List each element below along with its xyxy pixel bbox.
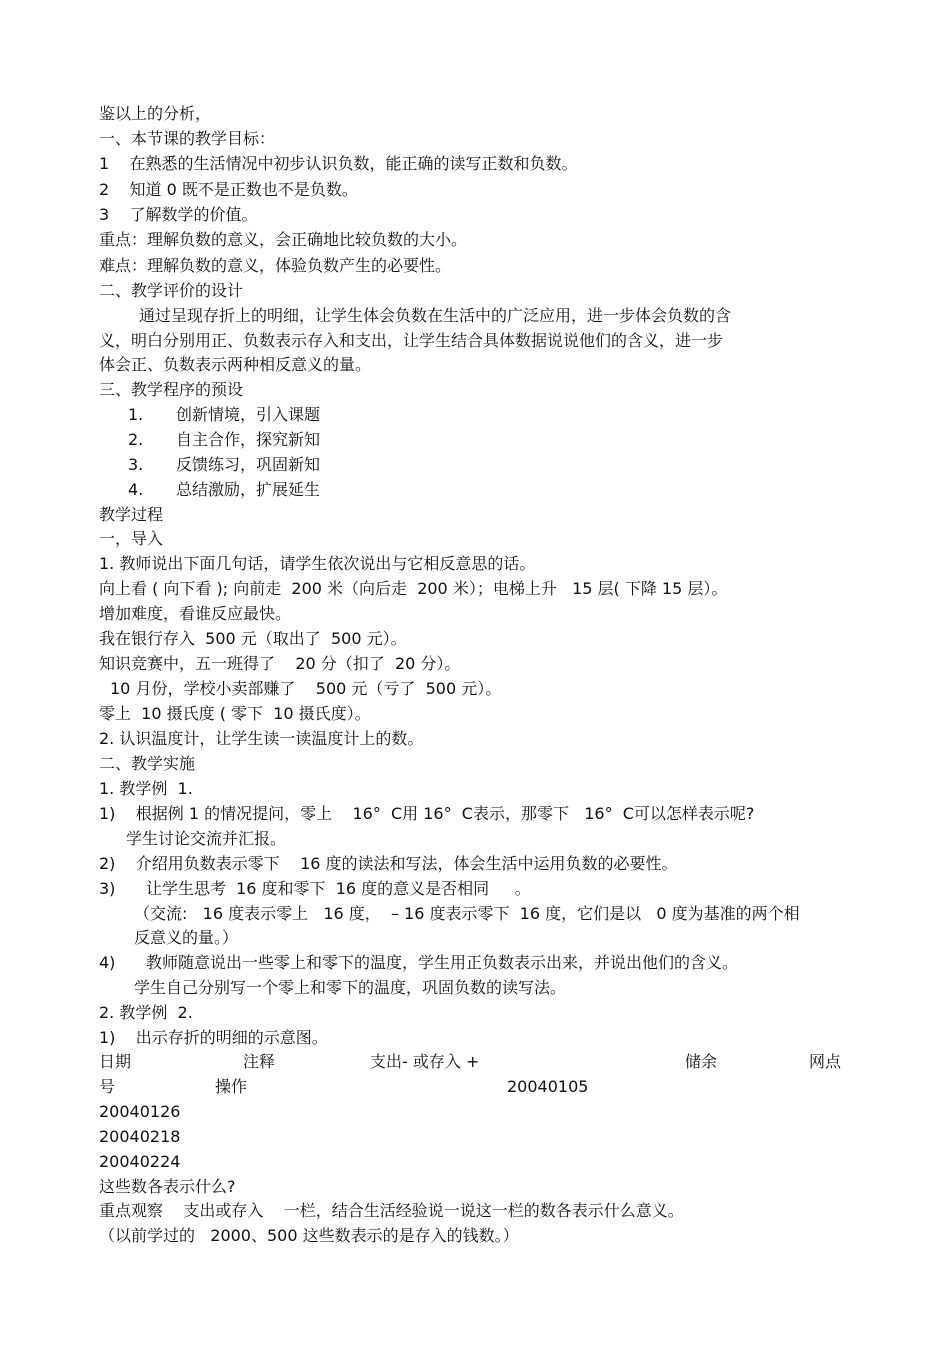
text-line: 1) 根据例 1 的情况提问，零上 16° C用 16° C表示，那零下 16° C可以怎样表示呢? [99, 804, 755, 823]
text-line: 重点观察 支出或存入 一栏，结合生活经验说一说这一栏的数各表示什么意义。 [99, 1201, 684, 1220]
text-line: 4) 教师随意说出一些零上和零下的温度，学生用正负数表示出来，并说出他们的含义。 [99, 953, 738, 972]
program-step-text: 创新情境，引入课题 [176, 405, 321, 424]
text-line: 10 月份，学校小卖部赚了 500 元（亏了 500 元）。 [110, 679, 502, 698]
table-header-date: 日期 [99, 1052, 132, 1071]
text-line: 反意义的量。） [134, 928, 239, 947]
text-line: 1) 出示存折的明细的示意图。 [99, 1028, 328, 1047]
section-heading: 教学过程 [99, 505, 164, 524]
text-line: 2) 介绍用负数表示零下 16 度的读法和写法，体会生活中运用负数的必要性。 [99, 854, 678, 873]
text-line: 学生自己分别写一个零上和零下的温度，巩固负数的读写法。 [134, 978, 567, 997]
program-step-number: 1. [128, 405, 144, 424]
table-header-branch-suffix: 号 [99, 1077, 116, 1096]
text-line: （交流: 16 度表示零上 16 度， – 16 度表示零下 16 度，它们是以 0 度为基准的两个相 [134, 904, 800, 923]
section-heading: 一，导入 [99, 529, 164, 548]
text-line: 2. 认识温度计，让学生读一读温度计上的数。 [99, 729, 424, 748]
program-step-number: 2. [128, 430, 144, 449]
table-header-note: 注释 [243, 1052, 276, 1071]
text-line: 学生讨论交流并汇报。 [126, 829, 287, 848]
text-line: 1. 教师说出下面几句话，请学生依次说出与它相反意思的话。 [99, 554, 536, 573]
text-line: （以前学过的 2000、500 这些数表示的是存入的钱数。） [99, 1226, 519, 1245]
table-header-amount: 支出- 或存入 + [370, 1052, 480, 1071]
text-line: 向上看 ( 向下看 ); 向前走 200 米（向后走 200 米）；电梯上升 15 层( 下降 15 层）。 [99, 579, 728, 598]
example-heading: 2. 教学例 2. [99, 1003, 193, 1022]
section-heading: 一、本节课的教学目标： [99, 129, 276, 148]
text-line: 零上 10 摄氏度 ( 零下 10 摄氏度）。 [99, 704, 371, 723]
program-step-number: 3. [128, 455, 144, 474]
paragraph-line: 体会正、负数表示两种相反意义的量。 [99, 355, 372, 374]
paragraph-line: 通过呈现存折上的明细，让学生体会负数在生活中的广泛应用，进一步体会负数的含 [139, 306, 732, 325]
table-cell-date: 20040105 [507, 1077, 589, 1096]
intro-line: 鉴以上的分析， [99, 104, 212, 123]
paragraph-line: 义，明白分别用正、负数表示存入和支出，让学生结合具体数据说说他们的含义，进一步 [99, 331, 724, 350]
section-heading: 二、教学实施 [99, 754, 196, 773]
text-line: 这些数各表示什么? [99, 1177, 236, 1196]
program-step-text: 自主合作，探究新知 [176, 430, 321, 449]
table-row-date: 20040126 [99, 1102, 181, 1121]
goal-3: 3 了解数学的价值。 [99, 205, 258, 224]
table-header-balance: 储余 [685, 1052, 718, 1071]
program-step-number: 4. [128, 480, 144, 499]
table-row-date: 20040218 [99, 1127, 181, 1146]
goal-1: 1 在熟悉的生活情况中初步认识负数，能正确的读写正数和负数。 [99, 154, 578, 173]
text-line: 增加难度，看谁反应最快。 [99, 604, 292, 623]
program-step-text: 总结激励，扩展延生 [176, 480, 321, 499]
table-header-operation: 操作 [215, 1077, 248, 1096]
program-step-text: 反馈练习，巩固新知 [176, 455, 321, 474]
table-row-date: 20040224 [99, 1152, 181, 1171]
section-heading: 二、教学评价的设计 [99, 281, 244, 300]
key-point: 重点：理解负数的意义，会正确地比较负数的大小。 [99, 230, 468, 249]
text-line: 3) 让学生思考 16 度和零下 16 度的意义是否相同 。 [99, 879, 531, 898]
example-heading: 1. 教学例 1. [99, 779, 193, 798]
table-header-branch: 网点 [809, 1052, 842, 1071]
text-line: 知识竞赛中，五一班得了 20 分（扣了 20 分）。 [99, 654, 461, 673]
text-line: 我在银行存入 500 元（取出了 500 元）。 [99, 629, 407, 648]
goal-2: 2 知道 0 既不是正数也不是负数。 [99, 180, 358, 199]
section-heading: 三、教学程序的预设 [99, 380, 244, 399]
difficult-point: 难点：理解负数的意义，体验负数产生的必要性。 [99, 256, 452, 275]
